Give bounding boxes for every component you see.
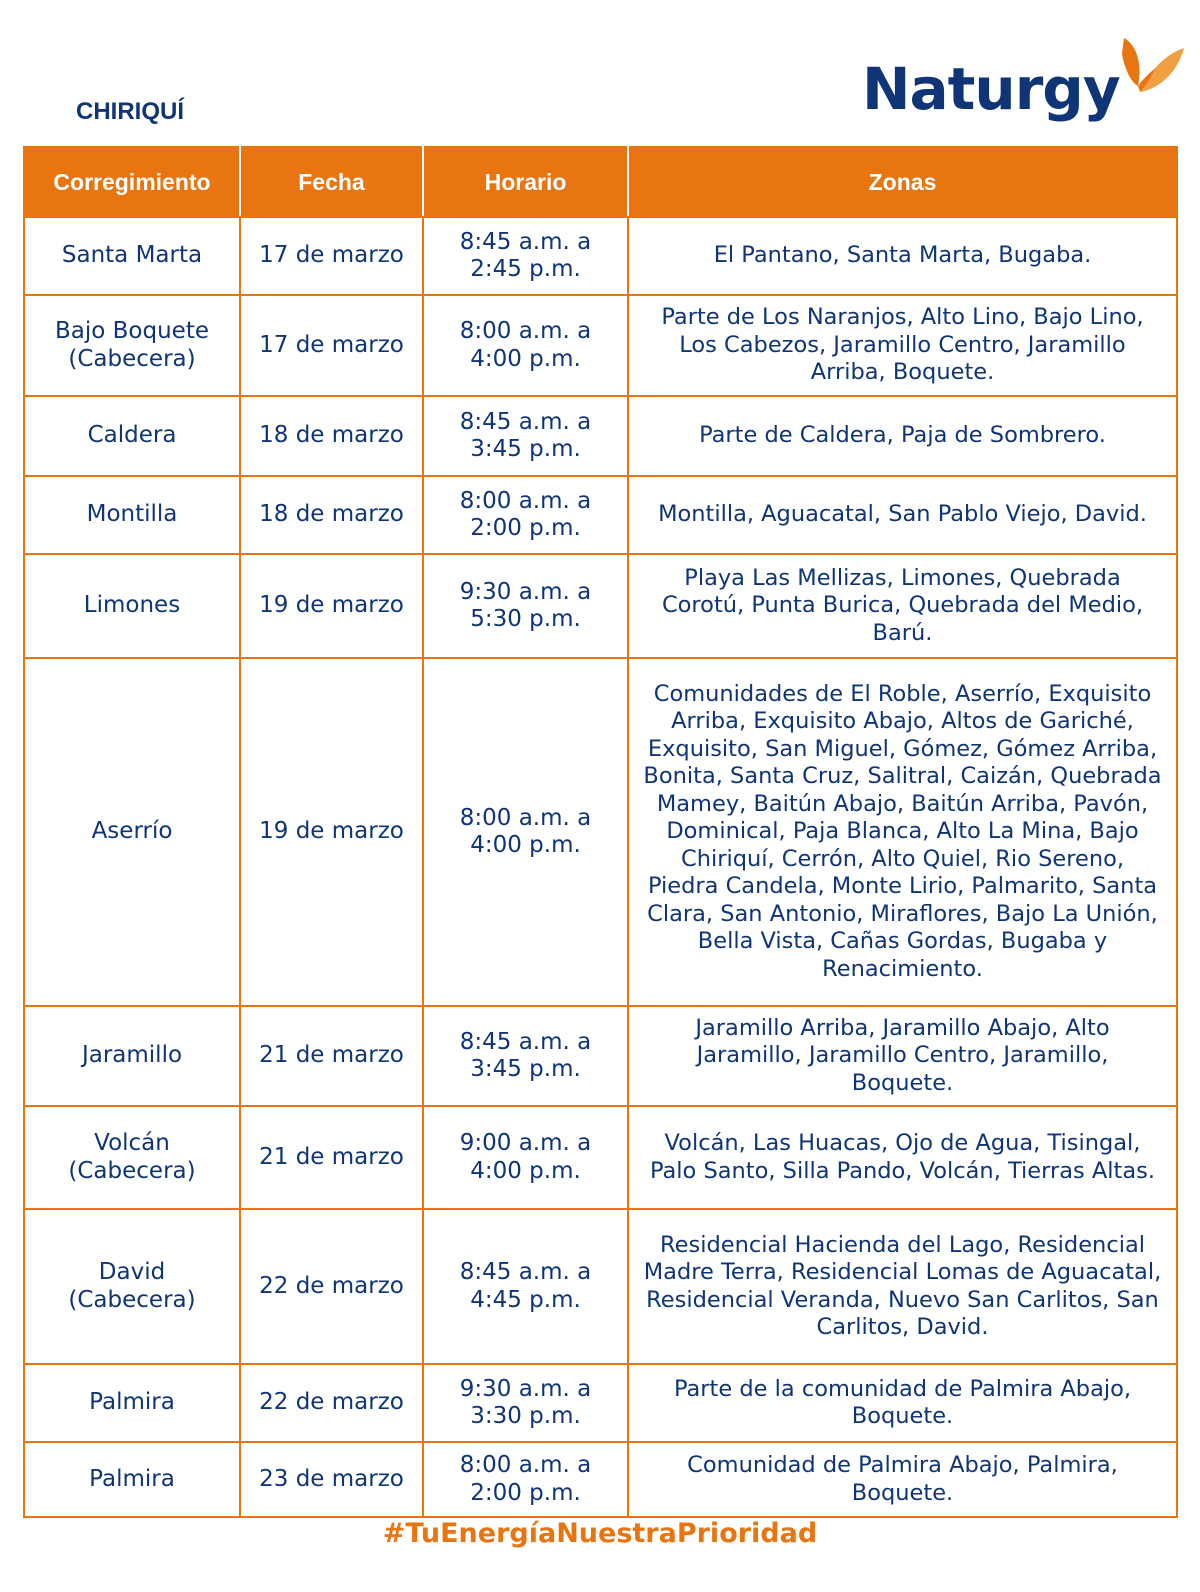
cell-fecha: 21 de marzo bbox=[240, 1006, 423, 1106]
cell-fecha: 22 de marzo bbox=[240, 1209, 423, 1364]
cell-fecha: 17 de marzo bbox=[240, 295, 423, 396]
cell-corregimiento: Volcán (Cabecera) bbox=[24, 1106, 240, 1209]
cell-zonas: Montilla, Aguacatal, San Pablo Viejo, David. bbox=[628, 476, 1177, 554]
table-row bbox=[24, 217, 1177, 295]
cell-zonas: Comunidades de El Roble, Aserrío, Exquisito Arriba, Exquisito Abajo, Altos de Gariché, Exquisito, San Miguel, Gómez, Gómez Arriba, Bonita, Santa Cruz, Salitral, Caizán, Quebrada Mamey, Baitún Abajo, Baitún Arriba, Pavón, Dominical, Paja Blanca, Alto La Mina, Bajo Chiriquí, Cerrón, Alto Quiel, Rio Sereno, Piedra Candela, Monte Lirio, Palmarito, Santa Clara, San Antonio, Miraflores, Bajo La Unión, Bella Vista, Cañas Gordas, Bugaba y Renacimiento. bbox=[628, 658, 1177, 1006]
table-row bbox=[24, 658, 1177, 1006]
cell-corregimiento: Caldera bbox=[24, 396, 240, 476]
cell-zonas: El Pantano, Santa Marta, Bugaba. bbox=[628, 217, 1177, 295]
cell-fecha: 21 de marzo bbox=[240, 1106, 423, 1209]
column-header-corregimiento: Corregimiento bbox=[24, 147, 240, 217]
cell-fecha: 18 de marzo bbox=[240, 476, 423, 554]
cell-zonas: Parte de la comunidad de Palmira Abajo, Boquete. bbox=[628, 1364, 1177, 1442]
cell-corregimiento: Bajo Boquete (Cabecera) bbox=[24, 295, 240, 396]
table-row bbox=[24, 396, 1177, 476]
table-row bbox=[24, 295, 1177, 396]
table-row bbox=[24, 476, 1177, 554]
cell-horario: 9:00 a.m. a 4:00 p.m. bbox=[423, 1106, 628, 1209]
cell-zonas: Volcán, Las Huacas, Ojo de Agua, Tisingal, Palo Santo, Silla Pando, Volcán, Tierras Altas. bbox=[628, 1106, 1177, 1209]
cell-corregimiento: Aserrío bbox=[24, 658, 240, 1006]
cell-fecha: 22 de marzo bbox=[240, 1364, 423, 1442]
cell-corregimiento: Montilla bbox=[24, 476, 240, 554]
table-row bbox=[24, 1209, 1177, 1364]
cell-horario: 8:45 a.m. a 4:45 p.m. bbox=[423, 1209, 628, 1364]
cell-zonas: Jaramillo Arriba, Jaramillo Abajo, Alto Jaramillo, Jaramillo Centro, Jaramillo, Boquete. bbox=[628, 1006, 1177, 1106]
cell-horario: 9:30 a.m. a 5:30 p.m. bbox=[423, 554, 628, 658]
footer-hashtag: #TuEnergíaNuestraPrioridad bbox=[382, 1518, 818, 1549]
column-header-zonas: Zonas bbox=[628, 147, 1177, 217]
cell-corregimiento: Palmira bbox=[24, 1364, 240, 1442]
cell-corregimiento: Santa Marta bbox=[24, 217, 240, 295]
schedule-table bbox=[23, 146, 1178, 1518]
cell-fecha: 19 de marzo bbox=[240, 658, 423, 1006]
cell-fecha: 19 de marzo bbox=[240, 554, 423, 658]
table-row bbox=[24, 554, 1177, 658]
cell-horario: 8:45 a.m. a 3:45 p.m. bbox=[423, 396, 628, 476]
cell-horario: 8:00 a.m. a 2:00 p.m. bbox=[423, 476, 628, 554]
region-title: CHIRIQUÍ bbox=[76, 98, 184, 125]
column-header-fecha: Fecha bbox=[240, 147, 423, 217]
table-row bbox=[24, 1106, 1177, 1209]
table-header-row bbox=[24, 147, 1177, 217]
cell-corregimiento: Jaramillo bbox=[24, 1006, 240, 1106]
cell-horario: 8:45 a.m. a 2:45 p.m. bbox=[423, 217, 628, 295]
cell-zonas: Parte de Los Naranjos, Alto Lino, Bajo Lino, Los Cabezos, Jaramillo Centro, Jaramillo Arriba, Boquete. bbox=[628, 295, 1177, 396]
cell-fecha: 17 de marzo bbox=[240, 217, 423, 295]
cell-horario: 8:00 a.m. a 4:00 p.m. bbox=[423, 295, 628, 396]
brand-wordmark: Naturgy bbox=[862, 55, 1120, 123]
cell-corregimiento: Limones bbox=[24, 554, 240, 658]
table-row bbox=[24, 1364, 1177, 1442]
cell-zonas: Residencial Hacienda del Lago, Residencial Madre Terra, Residencial Lomas de Aguacatal, Residencial Veranda, Nuevo San Carlitos, San Carlitos, David. bbox=[628, 1209, 1177, 1364]
naturgy-logo bbox=[862, 36, 1182, 126]
cell-corregimiento: Palmira bbox=[24, 1442, 240, 1517]
cell-fecha: 23 de marzo bbox=[240, 1442, 423, 1517]
cell-horario: 8:00 a.m. a 2:00 p.m. bbox=[423, 1442, 628, 1517]
cell-zonas: Parte de Caldera, Paja de Sombrero. bbox=[628, 396, 1177, 476]
cell-zonas: Comunidad de Palmira Abajo, Palmira, Boquete. bbox=[628, 1442, 1177, 1517]
cell-horario: 8:00 a.m. a 4:00 p.m. bbox=[423, 658, 628, 1006]
cell-horario: 9:30 a.m. a 3:30 p.m. bbox=[423, 1364, 628, 1442]
cell-zonas: Playa Las Mellizas, Limones, Quebrada Corotú, Punta Burica, Quebrada del Medio, Barú. bbox=[628, 554, 1177, 658]
table-row bbox=[24, 1442, 1177, 1517]
cell-corregimiento: David (Cabecera) bbox=[24, 1209, 240, 1364]
cell-horario: 8:45 a.m. a 3:45 p.m. bbox=[423, 1006, 628, 1106]
table-row bbox=[24, 1006, 1177, 1106]
column-header-horario: Horario bbox=[423, 147, 628, 217]
butterfly-icon bbox=[1120, 36, 1186, 106]
cell-fecha: 18 de marzo bbox=[240, 396, 423, 476]
